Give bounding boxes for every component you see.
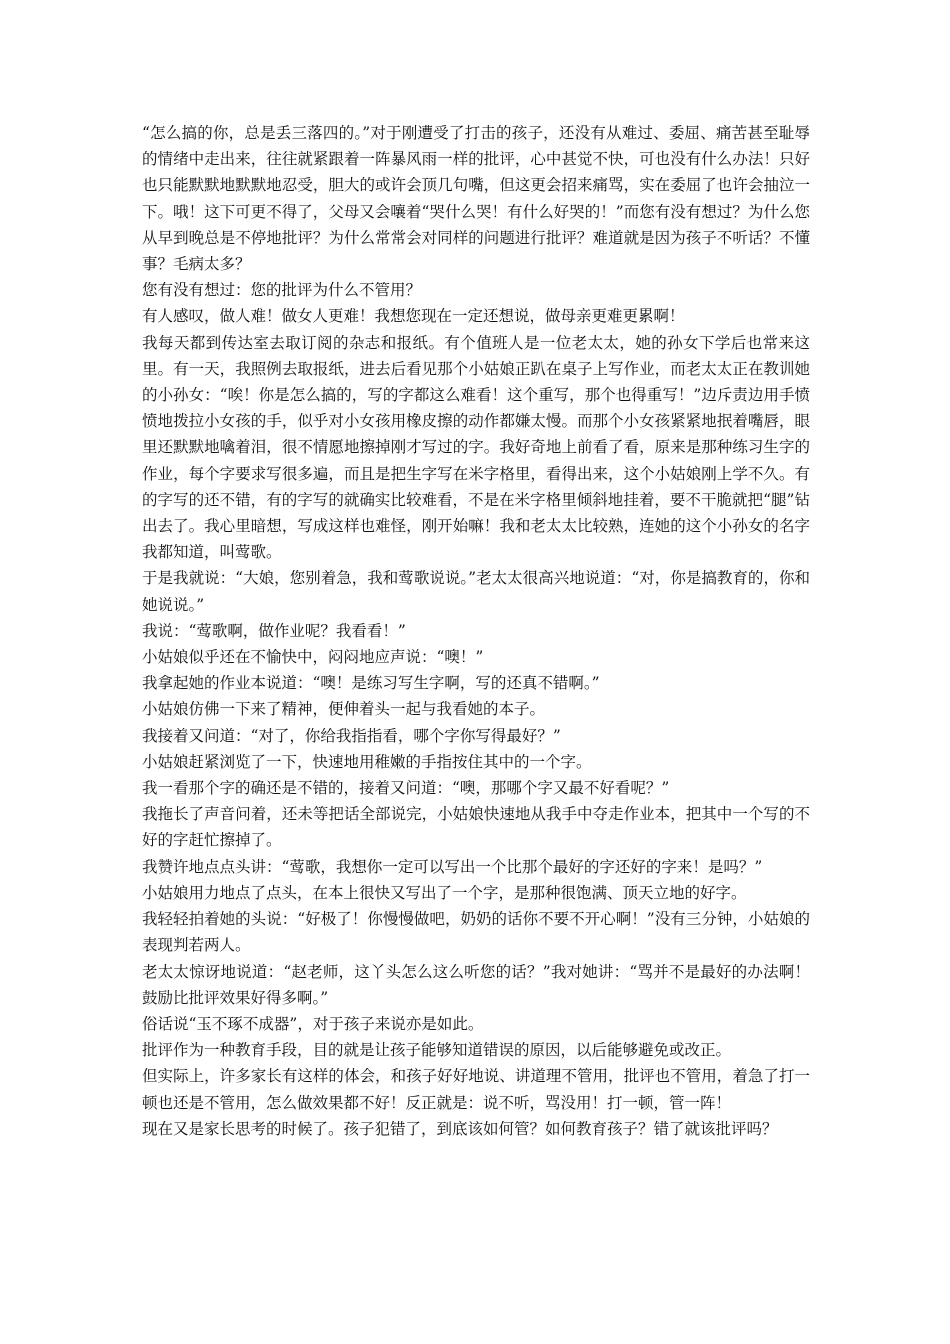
paragraph-17: 老太太惊讶地说道：“赵老师，这丫头怎么这么听您的话？”我对她讲：“骂并不是最好的办法啊！鼓励比批评效果好得多啊。”: [142, 962, 810, 1007]
paragraph-8: 我拿起她的作业本说道：“噢！是练习写生字啊，写的还真不错啊。”: [142, 674, 600, 693]
paragraph-1: “怎么搞的你，总是丢三落四的。”对于刚遭受了打击的孩子，还没有从难过、委屈、痛苦甚至耻辱的情绪中走出来，往往就紧跟着一阵暴风雨一样的批评，心中甚觉不快，可也没有什么办法！只好也只能默默地默默地忍受，胆大的或许会顶几句嘴，但这更会招来痛骂，实在委屈了也许会抽泣一下。哦！这下可更不得了，父母又会嚷着“哭什么哭！有什么好哭的！”而您有没有想过？为什么您从早到晚总是不停地批评？为什么常常会对同样的问题进行批评？难道就是因为孩子不听话？不懂事？毛病太多？: [142, 124, 810, 274]
paragraph-12: 我一看那个字的确还是不错的，接着又问道：“噢，那哪个字又最不好看呢？”: [142, 779, 670, 798]
paragraph-21: 现在又是家长思考的时候了。孩子犯错了，到底该如何管？如何教育孩子？错了就该批评吗？: [142, 1119, 778, 1138]
paragraph-9: 小姑娘仿佛一下来了精神，便伸着头一起与我看她的本子。: [142, 700, 546, 719]
article-body: [142, 120, 810, 1142]
paragraph-7: 小姑娘似乎还在不愉快中，闷闷地应声说：“噢！”: [142, 648, 484, 667]
paragraph-6: 我说：“莺歌啊，做作业呢？我看看！”: [142, 621, 406, 640]
paragraph-10: 我接着又问道：“对了，你给我指指看，哪个字你写得最好？”: [142, 726, 561, 745]
paragraph-20: 但实际上，许多家长有这样的体会，和孩子好好地说、讲道理不管用，批评也不管用，着急了打一顿也还是不管用，怎么做效果都不好！反正就是：说不听，骂没用！打一顿，管一阵！: [142, 1067, 810, 1112]
paragraph-13: 我拖长了声音问着，还未等把话全部说完，小姑娘快速地从我手中夺走作业本，把其中一个写的不好的字赶忙擦掉了。: [142, 805, 810, 850]
paragraph-15: 小姑娘用力地点了点头，在本上很快又写出了一个字，是那种很饱满、顶天立地的好字。: [142, 883, 747, 902]
paragraph-4: 我每天都到传达室去取订阅的杂志和报纸。有个值班人是一位老太太，她的孙女下学后也常来这里。有一天，我照例去取报纸，进去后看见那个小姑娘正趴在桌子上写作业，而老太太正在教训她的小孙女：“唉！你是怎么搞的，写的字都这么难看！这个重写，那个也得重写！”边斥责边用手愤愤地拨拉小女孩的手，似乎对小女孩用橡皮擦的动作都嫌太慢。而那个小女孩紧紧地抿着嘴唇，眼里还默默地噙着泪，很不情愿地擦掉刚才写过的字。我好奇地上前看了看，原来是那种练习生字的作业，每个字要求写很多遍，而且是把生字写在米字格里，看得出来，这个小姑娘刚上学不久。有的字写的还不错，有的字写的就确实比较难看，不是在米字格里倾斜地挂着，要不干脆就把“腿”钻出去了。我心里暗想，写成这样也难怪，刚开始嘛！我和老太太比较熟，连她的这个小孙女的名字我都知道，叫莺歌。: [142, 333, 810, 562]
paragraph-3: 有人感叹，做人难！做女人更难！我想您现在一定还想说，做母亲更难更累啊！: [142, 307, 685, 326]
paragraph-5: 于是我就说：“大娘，您别着急，我和莺歌说说。”老太太很高兴地说道：“对，你是搞教育的，你和她说说。”: [142, 569, 810, 614]
paragraph-2: 您有没有想过：您的批评为什么不管用？: [142, 281, 422, 300]
paragraph-14: 我赞许地点点头讲：“莺歌，我想你一定可以写出一个比那个最好的字还好的字来！是吗？”: [142, 857, 763, 876]
paragraph-11: 小姑娘赶紧浏览了一下，快速地用稚嫩的手指按住其中的一个字。: [142, 752, 592, 771]
paragraph-16: 我轻轻拍着她的头说：“好极了！你慢慢做吧，奶奶的话你不要不开心啊！”没有三分钟，小姑娘的表现判若两人。: [142, 910, 810, 955]
paragraph-19: 批评作为一种教育手段，目的就是让孩子能够知道错误的原因，以后能够避免或改正。: [142, 1041, 732, 1060]
paragraph-18: 俗话说“玉不琢不成器”，对于孩子来说亦是如此。: [142, 1014, 484, 1033]
